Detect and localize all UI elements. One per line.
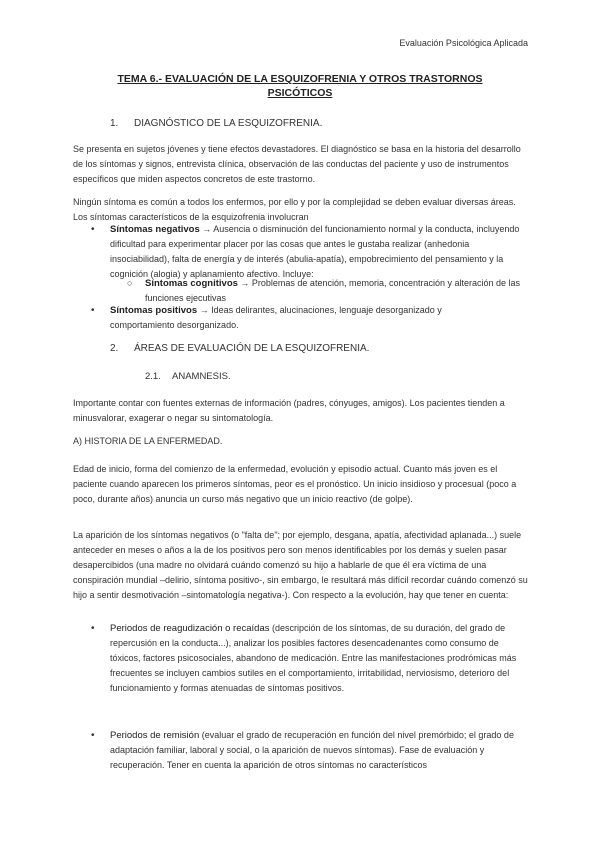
bullet-term: Periodos de reagudización o recaídas [110,623,270,634]
bullet-sintomas-negativos [91,222,528,284]
bullet-text: (descripción de los síntomas, de su duración, del grado de repercusión en la conducta...), analizar los posibles factores desencadenantes como consumo de tóxicos, factores psicosociales, abandono de medicación. Entre las manifestaciones prodrómicas más frecuentes se incluyen cambios sutiles en el comportamiento, irritabilidad, nerviosismo, deterioro del funcionamiento y formas atenuadas de síntomas positivos. [110,623,517,693]
bullet-icon: • [91,224,95,235]
section-title: ÁREAS DE EVALUACIÓN DE LA ESQUIZOFRENIA. [134,343,370,354]
section-1-paragraph-1: Se presenta en sujetos jóvenes y tiene efectos devastadores. El diagnóstico se basa en la historia del desarrollo de los síntomas y signos, entrevista clínica, observación de las conductas del paciente y uso de instrumentos específicos que miden aspectos concretos de este trastorno. [73,144,521,184]
section-number: 1. [110,118,119,129]
section-1-heading [110,118,510,132]
bullet-remision [91,728,528,790]
bullet-text: → Problemas de atención, memoria, concentración y alteración de las funciones ejecutivas [145,278,521,303]
bullet-sintomas-positivos [91,303,528,333]
section-1-paragraph-2: Ningún síntoma es común a todos los enfermos, por ello y por la complejidad se deben evaluar diversas áreas. Los síntomas característicos de la esquizofrenia involucran [73,197,516,222]
bullet-icon: • [91,305,95,316]
subbullet-sintomas-cognitivos [127,276,528,306]
sub-bullet-icon: ○ [127,278,133,288]
bullet-icon: • [91,623,95,634]
bullet-icon: • [91,730,95,741]
bullet-term: Síntomas cognitivos [145,278,238,289]
bullet-term: Síntomas positivos [110,305,198,316]
title-line-1: TEMA 6.- EVALUACIÓN DE LA ESQUIZOFRENIA Y OTROS TRASTORNOS [117,73,483,85]
subsection-title: ANAMNESIS. [172,371,231,382]
section-2-paragraph-1: Importante contar con fuentes externas de información (padres, cónyuges, amigos). Los pacientes tienden a minusvalorar, exagerar o negar su sintomatología. [73,398,505,423]
section-number: 2. [110,343,119,354]
subsection-number: 2.1. [145,371,161,382]
subheading-historia: A) HISTORIA DE LA ENFERMEDAD. [73,436,223,446]
bullet-reagudizacion [91,621,528,713]
bullet-term: Periodos de remisión [110,730,200,741]
subsection-2-1-heading [145,371,445,385]
section-2-heading [110,343,510,357]
bullet-text: → Ideas delirantes, alucinaciones, lenguaje desorganizado y comportamiento desorganizado. [110,305,442,330]
section-2-paragraph-3: La aparición de los síntomas negativos (o "falta de"; por ejemplo, desgana, apatía, afectividad aplanada...) suele anteceder en meses o años a la de los positivos pero son menos identificables por los demás y suelen pasar desapercibidos (una madre no olvidará cuándo comenzó su hijo a hablarle de que él era víctima de una conspiración mundial –delirio, síntoma positivo-, sin embargo, le resultará más difícil recordar cuándo comenzó su hijo a sentir desmotivación –sintomatología negativa-). Con respecto a la evolución, hay que tener en cuenta: [73,530,528,600]
bullet-term: Síntomas negativos [110,224,200,235]
document-title [90,72,510,100]
bullet-text: → Ausencia o disminución del funcionamiento normal y la conducta, incluyendo dificultad para experimentar placer por las cosas que antes le gustaba realizar (anhedonia insociabilidad), falta de energía y de interés (abulia-apatía), empobrecimiento del pensamiento y la cognición (alogia) y aplanamiento afectivo. Incluye: [110,224,520,279]
section-title: DIAGNÓSTICO DE LA ESQUIZOFRENIA. [134,118,323,129]
section-2-paragraph-2: Edad de inicio, forma del comienzo de la enfermedad, evolución y episodio actual. Cuanto más joven es el paciente cuando aparecen los primeros síntomas, peor es el pronóstico. Un inicio insidioso y procesual (poco a poco, durante años) anuncia un curso más negativo que un inicio reactivo (de golpe). [73,464,517,504]
title-line-2: PSICÓTICOS [267,87,333,99]
running-header: Evaluación Psicológica Aplicada [399,38,528,48]
bullet-text: (evaluar el grado de recuperación en función del nivel premórbido; el grado de adaptación familiar, laboral y social, o la aparición de nuevos síntomas). Fase de evaluación y recuperación. Tener en cuenta la aparición de otros síntomas no característicos [110,730,514,770]
